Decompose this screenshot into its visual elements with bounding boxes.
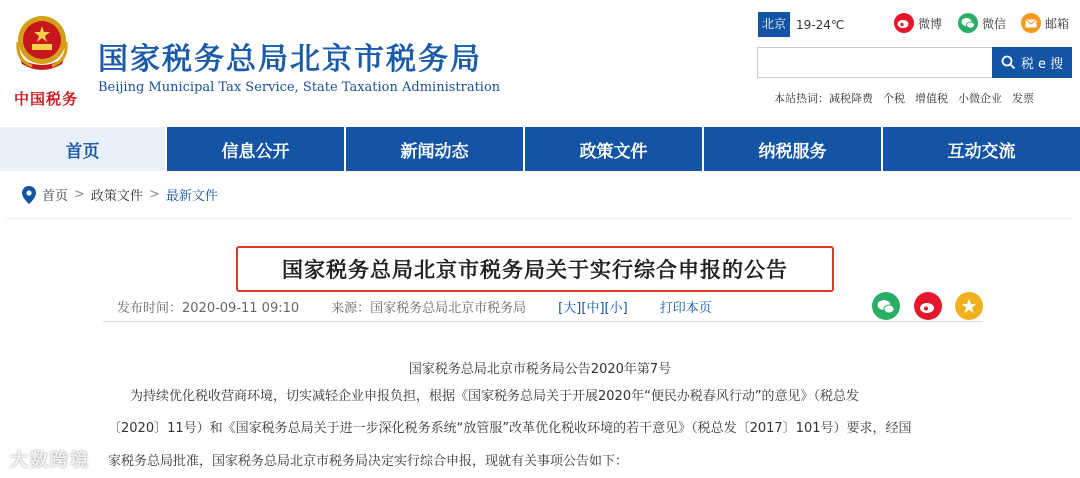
search-input[interactable] [757, 47, 993, 78]
font-size-medium[interactable]: [中] [581, 301, 605, 316]
email-link[interactable] [1021, 12, 1069, 34]
article-source: 来源：国家税务总局北京市税务局 [331, 301, 527, 316]
publish-date: 发布时间：2020-09-11 09:10 [117, 301, 300, 316]
nav-interaction[interactable]: 互动交流 [947, 141, 1016, 162]
hot-keywords [774, 90, 1034, 106]
document-number: 国家税务总局北京市税务局公告2020年第7号 [408, 362, 672, 377]
article-meta [117, 297, 712, 316]
search-button[interactable] [992, 47, 1072, 78]
hot-keyword[interactable]: 小微企业 [958, 92, 1002, 105]
share-weibo-icon[interactable] [914, 292, 942, 320]
national-emblem-icon [12, 12, 72, 74]
nav-news[interactable]: 新闻动态 [346, 127, 525, 171]
article-paragraph-line: 为持续优化税收营商环境，切实减轻企业申报负担，根据《国家税务总局关于开展2020年“便民办税春风行动”的意见》（税总发 [130, 389, 860, 404]
share-favorite-icon[interactable] [955, 292, 983, 320]
nav-home[interactable]: 首页 [0, 127, 167, 171]
hot-keyword[interactable]: 增值税 [915, 92, 948, 105]
email-icon [1021, 13, 1041, 33]
weather-widget [758, 12, 844, 37]
font-size-large[interactable]: [大] [558, 301, 582, 316]
breadcrumb [22, 185, 218, 204]
breadcrumb-separator: > [148, 187, 160, 202]
hot-keyword[interactable]: 发票 [1012, 92, 1034, 105]
weibo-icon [894, 13, 914, 33]
hot-keyword[interactable]: 减税降费 [829, 92, 873, 105]
main-nav [0, 127, 1080, 171]
hot-keyword[interactable]: 个税 [883, 92, 905, 105]
nav-tax-service[interactable]: 纳税服务 [704, 127, 883, 171]
search-button-label: 税 e 搜 [1020, 57, 1064, 72]
watermark: 大数跨境 [10, 450, 90, 471]
hot-label: 本站热词： [774, 92, 829, 105]
breadcrumb-current[interactable]: 最新文件 [165, 189, 218, 204]
site-subtitle: Beijing Municipal Tax Service, State Taxation Administration [98, 80, 501, 95]
nav-info-disclosure[interactable]: 信息公开 [167, 127, 346, 171]
nav-policy[interactable]: 政策文件 [525, 127, 704, 171]
article-paragraph-line: 〔2020〕11号）和《国家税务总局关于进一步深化税务系统“放管服”改革优化税收环境的若干意见》（税总发〔2017〕101号）要求，经国 [108, 421, 912, 436]
article-paragraph-line: 家税务总局批准，国家税务总局北京市税务局决定实行综合申报，现就有关事项公告如下： [108, 454, 629, 469]
breadcrumb-separator: > [74, 187, 85, 202]
site-header [0, 0, 1080, 127]
breadcrumb-policy[interactable]: 政策文件 [90, 189, 143, 204]
meta-divider [103, 321, 983, 322]
weather-temp: 19-24℃ [796, 17, 845, 32]
weibo-link[interactable] [894, 12, 942, 34]
breadcrumb-home[interactable]: 首页 [42, 189, 69, 204]
email-label: 邮箱 [1045, 16, 1070, 31]
wechat-link[interactable] [958, 12, 1006, 34]
font-size-small[interactable]: [小] [604, 301, 628, 316]
seal-text: 中国税务 [14, 90, 79, 108]
weibo-label: 微博 [918, 16, 943, 31]
weather-city: 北京 [758, 12, 790, 37]
article-title: 国家税务总局北京市税务局关于实行综合申报的公告 [282, 258, 788, 282]
wechat-label: 微信 [982, 16, 1007, 31]
search-icon [1001, 55, 1016, 70]
wechat-icon [958, 13, 978, 33]
site-title[interactable]: 国家税务总局北京市税务局 [98, 42, 482, 77]
article-title-box [236, 246, 834, 292]
share-wechat-icon[interactable] [872, 292, 900, 320]
print-link[interactable]: 打印本页 [659, 301, 712, 316]
location-pin-icon [22, 186, 36, 204]
